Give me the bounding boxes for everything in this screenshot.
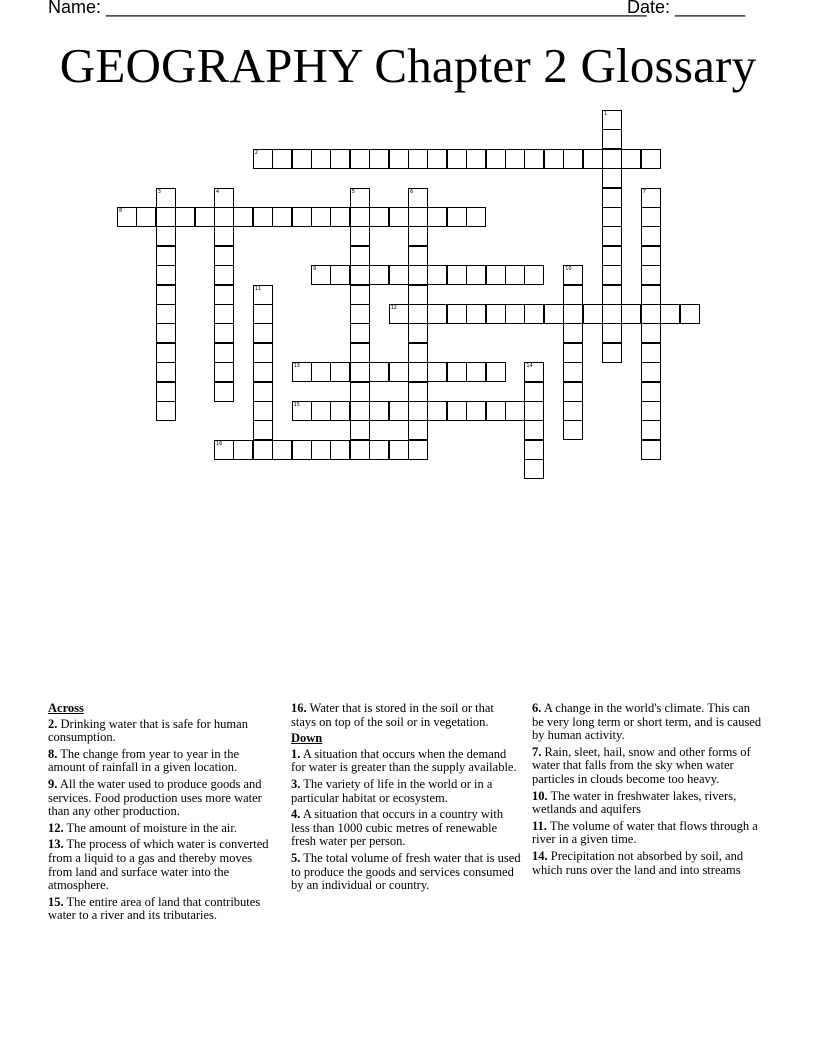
crossword-cell[interactable] <box>641 440 661 460</box>
crossword-cell[interactable] <box>195 207 215 227</box>
crossword-cell[interactable] <box>563 343 583 363</box>
crossword-cell[interactable] <box>524 440 544 460</box>
crossword-cell[interactable] <box>466 149 486 169</box>
name-field[interactable]: Name: ______________________________________________________ <box>48 0 647 17</box>
crossword-cell[interactable] <box>156 401 176 421</box>
crossword-cell[interactable] <box>466 362 486 382</box>
crossword-cell[interactable] <box>602 110 622 130</box>
crossword-cell[interactable] <box>253 207 273 227</box>
crossword-cell[interactable] <box>427 149 447 169</box>
crossword-cell[interactable] <box>369 401 389 421</box>
clue-number: 14 <box>526 363 533 370</box>
crossword-cell[interactable] <box>641 362 661 382</box>
crossword-cell[interactable] <box>156 207 176 227</box>
crossword-cell[interactable] <box>524 382 544 402</box>
crossword-cell[interactable] <box>214 285 234 305</box>
crossword-cell[interactable] <box>253 323 273 343</box>
crossword-cell[interactable] <box>175 207 195 227</box>
crossword-cell[interactable] <box>583 304 603 324</box>
crossword-cell[interactable] <box>602 323 622 343</box>
clue-number: 13 <box>293 363 300 370</box>
crossword-cell[interactable] <box>292 440 312 460</box>
crossword-cell[interactable] <box>427 401 447 421</box>
clues-column-2 <box>291 702 521 896</box>
crossword-cell[interactable] <box>369 362 389 382</box>
crossword-cell[interactable] <box>466 207 486 227</box>
crossword-cell[interactable] <box>466 304 486 324</box>
crossword-cell[interactable] <box>330 401 350 421</box>
crossword-cell[interactable] <box>641 265 661 285</box>
crossword-cell[interactable] <box>350 285 370 305</box>
crossword-cell[interactable] <box>272 440 292 460</box>
crossword-cell[interactable] <box>350 440 370 460</box>
crossword-cell[interactable] <box>214 246 234 266</box>
clue-across-9: 9. All the water used to produce goods and services. Food production uses more water than any other production. <box>48 776 262 819</box>
crossword-cell[interactable] <box>563 265 583 285</box>
crossword-cell[interactable] <box>156 285 176 305</box>
crossword-cell[interactable] <box>311 362 331 382</box>
crossword-cell[interactable] <box>156 343 176 363</box>
crossword-cell[interactable] <box>408 440 428 460</box>
crossword-cell[interactable] <box>350 246 370 266</box>
crossword-cell[interactable] <box>408 226 428 246</box>
crossword-cell[interactable] <box>350 226 370 246</box>
crossword-cell[interactable] <box>156 304 176 324</box>
crossword-cell[interactable] <box>641 304 661 324</box>
crossword-cell[interactable] <box>253 440 273 460</box>
crossword-cell[interactable] <box>233 207 253 227</box>
crossword-cell[interactable] <box>214 226 234 246</box>
crossword-cell[interactable] <box>389 304 409 324</box>
page-title: GEOGRAPHY Chapter 2 Glossary <box>59 38 757 93</box>
clues-column-3 <box>532 702 764 880</box>
clue-number: 5 <box>351 188 355 195</box>
clue-number: 4 <box>216 188 220 195</box>
clue-number: 8 <box>119 208 123 214</box>
crossword-cell[interactable] <box>350 304 370 324</box>
crossword-cell[interactable] <box>641 323 661 343</box>
crossword-cell[interactable] <box>466 401 486 421</box>
clue-down-14: 14. Precipitation not absorbed by soil, and which runs over the land and into streams <box>532 848 744 877</box>
crossword-cell[interactable] <box>602 304 622 324</box>
crossword-cell[interactable] <box>253 401 273 421</box>
crossword-cell[interactable] <box>389 149 409 169</box>
crossword-cell[interactable] <box>253 420 273 440</box>
clue-across-13: 13. The process of which water is converted from a liquid to a gas and thereby moves from land and surface water into the atmosphere. <box>48 837 269 893</box>
crossword-cell[interactable] <box>408 285 428 305</box>
crossword-cell[interactable] <box>389 207 409 227</box>
crossword-cell[interactable] <box>292 401 312 421</box>
crossword-cell[interactable] <box>253 382 273 402</box>
clue-across-2: 2. Drinking water that is safe for human consumption. <box>48 716 248 745</box>
crossword-cell[interactable] <box>408 265 428 285</box>
crossword-cell[interactable] <box>602 188 622 208</box>
crossword-cell[interactable] <box>369 149 389 169</box>
crossword-cell[interactable] <box>272 207 292 227</box>
crossword-cell[interactable] <box>253 285 273 305</box>
crossword-cell[interactable] <box>486 401 506 421</box>
crossword-cell[interactable] <box>641 226 661 246</box>
crossword-cell[interactable] <box>233 440 253 460</box>
crossword-cell[interactable] <box>524 304 544 324</box>
crossword-cell[interactable] <box>214 382 234 402</box>
crossword-cell[interactable] <box>156 246 176 266</box>
crossword-cell[interactable] <box>660 304 680 324</box>
crossword-cell[interactable] <box>369 265 389 285</box>
clue-number: 12 <box>390 305 397 311</box>
crossword-cell[interactable] <box>408 420 428 440</box>
crossword-cell[interactable] <box>408 382 428 402</box>
crossword-cell[interactable] <box>214 362 234 382</box>
clue-number: 3 <box>157 188 161 195</box>
crossword-cell[interactable] <box>602 285 622 305</box>
crossword-cell[interactable] <box>292 149 312 169</box>
crossword-cell[interactable] <box>408 188 428 208</box>
clue-down-7: 7. Rain, sleet, hail, snow and other forms of water that falls from the sky when water particles in clouds become too heavy. <box>532 744 751 786</box>
crossword-cell[interactable] <box>563 382 583 402</box>
clue-number: 6 <box>410 188 414 195</box>
crossword-cell[interactable] <box>641 149 661 169</box>
crossword-cell[interactable] <box>214 265 234 285</box>
crossword-cell[interactable] <box>427 207 447 227</box>
crossword-cell[interactable] <box>253 343 273 363</box>
crossword-cell[interactable] <box>408 304 428 324</box>
crossword-cell[interactable] <box>408 323 428 343</box>
crossword-cell[interactable] <box>214 440 234 460</box>
crossword-cell[interactable] <box>447 207 467 227</box>
clue-down-10: 10. The water in freshwater lakes, rivers, wetlands and aquifers <box>532 788 737 817</box>
crossword-cell[interactable] <box>408 149 428 169</box>
crossword-cell[interactable] <box>330 207 350 227</box>
crossword-cell[interactable] <box>602 265 622 285</box>
crossword-cell[interactable] <box>641 285 661 305</box>
crossword-cell[interactable] <box>447 265 467 285</box>
crossword-cell[interactable] <box>389 265 409 285</box>
crossword-cell[interactable] <box>641 207 661 227</box>
clue-number: 16 <box>216 440 223 447</box>
crossword-cell[interactable] <box>156 382 176 402</box>
crossword-cell[interactable] <box>602 129 622 149</box>
crossword-cell[interactable] <box>641 382 661 402</box>
crossword-cell[interactable] <box>505 401 525 421</box>
crossword-cell[interactable] <box>369 207 389 227</box>
crossword-cell[interactable] <box>602 168 622 188</box>
clue-number: 7 <box>642 188 646 195</box>
crossword-cell[interactable] <box>350 343 370 363</box>
clue-number: 15 <box>293 402 300 408</box>
crossword-cell[interactable] <box>602 246 622 266</box>
clue-across-8: 8. The change from year to year in the amount of rainfall in a given location. <box>48 746 240 775</box>
crossword-cell[interactable] <box>680 304 700 324</box>
crossword-cell[interactable] <box>136 207 156 227</box>
crossword-cell[interactable] <box>156 362 176 382</box>
crossword-cell[interactable] <box>389 401 409 421</box>
crossword-cell[interactable] <box>408 362 428 382</box>
crossword-cell[interactable] <box>330 440 350 460</box>
crossword-cell[interactable] <box>156 323 176 343</box>
clue-down-5: 5. The total volume of fresh water that is used to produce the goods and services consumed by an individual or country. <box>291 850 521 893</box>
crossword-cell[interactable] <box>602 226 622 246</box>
crossword-cell[interactable] <box>214 188 234 208</box>
crossword-cell[interactable] <box>408 343 428 363</box>
crossword-cell[interactable] <box>447 401 467 421</box>
date-field[interactable]: Date: _______ <box>627 0 746 17</box>
crossword-cell[interactable] <box>466 265 486 285</box>
crossword-cell[interactable] <box>253 149 273 169</box>
clue-across-15: 15. The entire area of land that contributes water to a river and its tributaries. <box>48 894 261 923</box>
crossword-cell[interactable] <box>253 362 273 382</box>
crossword-cell[interactable] <box>427 265 447 285</box>
crossword-cell[interactable] <box>447 149 467 169</box>
crossword-cell[interactable] <box>505 265 525 285</box>
crossword-cell[interactable] <box>311 149 331 169</box>
crossword-cell[interactable] <box>524 149 544 169</box>
crossword-cell[interactable] <box>427 362 447 382</box>
crossword-cell[interactable] <box>214 343 234 363</box>
crossword-cell[interactable] <box>563 304 583 324</box>
crossword-cell[interactable] <box>350 362 370 382</box>
clue-number: 10 <box>565 266 572 273</box>
crossword-cell[interactable] <box>447 304 467 324</box>
crossword-cell[interactable] <box>272 149 292 169</box>
crossword-cell[interactable] <box>427 304 447 324</box>
crossword-cell[interactable] <box>253 304 273 324</box>
clue-down-4: 4. A situation that occurs in a country with less than 1000 cubic metres of renewable fresh water per person. <box>291 807 504 849</box>
crossword-cell[interactable] <box>408 246 428 266</box>
crossword-cell[interactable] <box>524 459 544 479</box>
clue-number: 9 <box>313 266 317 273</box>
crossword-cell[interactable] <box>311 207 331 227</box>
down-heading: Down <box>291 731 323 746</box>
crossword-cell[interactable] <box>524 420 544 440</box>
crossword-cell[interactable] <box>156 188 176 208</box>
crossword-cell[interactable] <box>583 149 603 169</box>
crossword-cell[interactable] <box>602 343 622 363</box>
crossword-cell[interactable] <box>621 304 641 324</box>
crossword-cell[interactable] <box>350 420 370 440</box>
crossword-cell[interactable] <box>330 149 350 169</box>
crossword-cell[interactable] <box>486 362 506 382</box>
crossword-cell[interactable] <box>330 362 350 382</box>
crossword-cell[interactable] <box>311 265 331 285</box>
across-heading: Across <box>48 701 84 715</box>
crossword-cell[interactable] <box>563 285 583 305</box>
crossword-cell[interactable] <box>544 149 564 169</box>
crossword-cell[interactable] <box>330 265 350 285</box>
crossword-cell[interactable] <box>544 304 564 324</box>
crossword-cell[interactable] <box>350 207 370 227</box>
crossword-cell[interactable] <box>486 304 506 324</box>
crossword-cell[interactable] <box>389 362 409 382</box>
crossword-cell[interactable] <box>641 420 661 440</box>
crossword-cell[interactable] <box>447 362 467 382</box>
crossword-cell[interactable] <box>563 362 583 382</box>
crossword-cell[interactable] <box>292 207 312 227</box>
crossword-cell[interactable] <box>389 440 409 460</box>
crossword-cell[interactable] <box>408 207 428 227</box>
crossword-cell[interactable] <box>350 149 370 169</box>
clue-across-12: 12. The amount of moisture in the air. <box>48 820 237 835</box>
crossword-cell[interactable] <box>350 188 370 208</box>
crossword-cell[interactable] <box>214 323 234 343</box>
crossword-cell[interactable] <box>621 149 641 169</box>
crossword-cell[interactable] <box>563 401 583 421</box>
crossword-cell[interactable] <box>214 304 234 324</box>
crossword-cell[interactable] <box>486 265 506 285</box>
crossword-cell[interactable] <box>563 149 583 169</box>
crossword-cell[interactable] <box>156 265 176 285</box>
clues-column-1 <box>48 702 278 926</box>
clue-number: 11 <box>254 285 262 292</box>
crossword-cell[interactable] <box>408 401 428 421</box>
crossword-cell[interactable] <box>292 362 312 382</box>
crossword-cell[interactable] <box>563 420 583 440</box>
clue-across-16: 16. Water that is stored in the soil or that stays on top of the soil or in vegetation. <box>291 701 494 729</box>
crossword-cell[interactable] <box>350 401 370 421</box>
crossword-cell[interactable] <box>350 382 370 402</box>
clue-number: 1 <box>604 111 608 117</box>
crossword-cell[interactable] <box>641 246 661 266</box>
crossword-cell[interactable] <box>117 207 137 227</box>
crossword-cell[interactable] <box>369 440 389 460</box>
clue-down-11: 11. The volume of water that flows through a river in a given time. <box>532 818 758 847</box>
crossword-cell[interactable] <box>641 188 661 208</box>
crossword-cell[interactable] <box>156 226 176 246</box>
crossword-cell[interactable] <box>602 207 622 227</box>
crossword-cell[interactable] <box>563 323 583 343</box>
crossword-cell[interactable] <box>214 207 234 227</box>
crossword-cell[interactable] <box>641 343 661 363</box>
crossword-cell[interactable] <box>602 149 622 169</box>
clue-down-3: 3. The variety of life in the world or in a particular habitat or ecosystem. <box>291 776 493 805</box>
crossword-cell[interactable] <box>505 304 525 324</box>
crossword-cell[interactable] <box>486 149 506 169</box>
crossword-cell[interactable] <box>350 265 370 285</box>
clue-down-1: 1. A situation that occurs when the demand for water is greater than the supply available. <box>291 746 517 775</box>
crossword-cell[interactable] <box>311 401 331 421</box>
crossword-cell[interactable] <box>311 440 331 460</box>
clue-down-6: 6. A change in the world's climate. This can be very long term or short term, and is caused by human activity. <box>532 701 762 743</box>
crossword-cell[interactable] <box>524 362 544 382</box>
crossword-cell[interactable] <box>350 323 370 343</box>
clue-number: 2 <box>254 149 258 156</box>
crossword-cell[interactable] <box>505 149 525 169</box>
crossword-cell[interactable] <box>524 401 544 421</box>
crossword-cell[interactable] <box>641 401 661 421</box>
crossword-grid <box>0 0 816 500</box>
crossword-cell[interactable] <box>524 265 544 285</box>
